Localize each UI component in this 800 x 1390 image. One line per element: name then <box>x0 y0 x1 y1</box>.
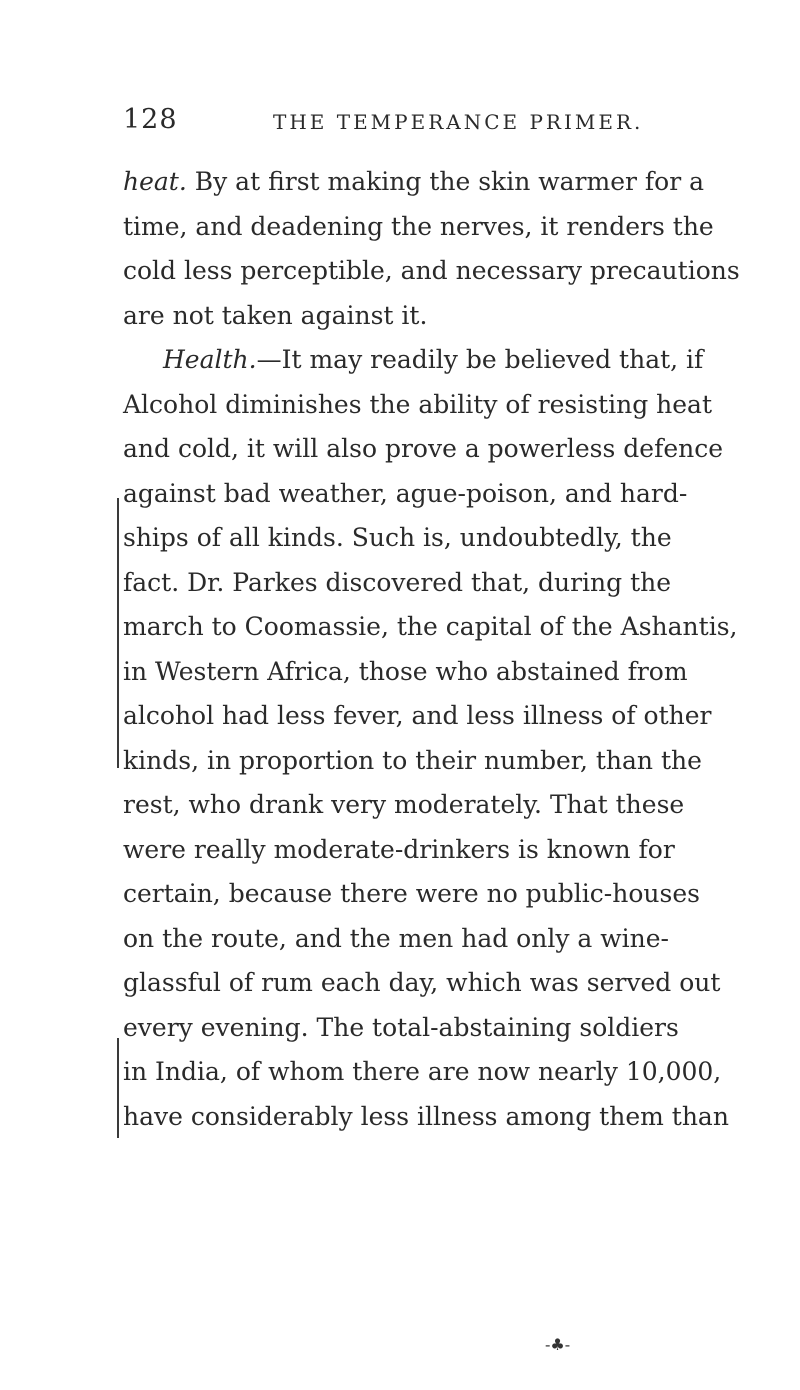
text-line-content: glassful of rum each day, which was served out <box>123 968 721 997</box>
text-line <box>123 694 712 739</box>
running-head: THE TEMPERANCE PRIMER. <box>273 110 644 134</box>
text-line-content: cold less perceptible, and necessary precautions <box>123 256 740 285</box>
text-line <box>123 1050 722 1095</box>
page-number: 128 <box>123 104 178 135</box>
text-line-content: kinds, in proportion to their number, than the <box>123 745 702 775</box>
text-line <box>123 205 714 250</box>
text-line-content: in India, of whom there are now nearly 10,000, <box>123 1057 722 1086</box>
text-line-content: have considerably less illness among them than <box>123 1101 729 1131</box>
text-line-content: on the route, and the men had only a wine- <box>123 923 669 953</box>
body-text <box>123 160 740 1139</box>
text-line-content: march to Coomassie, the capital of the Ashantis, <box>123 612 738 641</box>
text-line-content: and cold, it will also prove a powerless defence <box>123 434 724 463</box>
margin-line-mark <box>117 1038 119 1138</box>
text-line <box>123 427 724 472</box>
text-line <box>123 516 688 561</box>
text-line-content: time, and deadening the nerves, it renders the <box>123 211 714 241</box>
text-line-content: are not taken against it. <box>123 300 428 330</box>
text-line <box>123 249 740 294</box>
text-line <box>123 961 721 1006</box>
text-line <box>123 561 688 606</box>
text-line <box>123 783 688 828</box>
text-line-content: every evening. The total-abstaining soldiers <box>123 1012 679 1042</box>
text-line <box>123 472 688 517</box>
text-line-content: alcohol had less fever, and less illness of other <box>123 701 712 730</box>
text-line-content: certain, because there were no public-houses <box>123 879 700 908</box>
text-line-content: were really moderate-drinkers is known for <box>123 834 675 864</box>
text-line <box>123 650 688 695</box>
text-line <box>123 1006 688 1051</box>
printer-ornament: -♣- <box>545 1335 571 1354</box>
text-line <box>123 828 688 873</box>
text-line-content: Alcohol diminishes the ability of resisting heat <box>123 389 712 419</box>
margin-line-mark <box>117 498 119 768</box>
text-line-content: Health.—It may readily be believed that, if <box>163 345 704 374</box>
text-line <box>123 739 702 784</box>
text-line <box>123 872 700 917</box>
text-line <box>123 605 738 650</box>
text-line <box>123 160 705 205</box>
text-line <box>123 383 712 428</box>
text-line <box>123 294 688 339</box>
text-line-content: in Western Africa, those who abstained from <box>123 656 688 686</box>
text-line <box>123 1095 729 1140</box>
text-line-content: ships of all kinds. Such is, undoubtedly, the <box>123 523 672 552</box>
text-line-content: heat. By at first making the skin warmer for a <box>123 167 705 196</box>
text-line-content: rest, who drank very moderately. That these <box>123 790 685 819</box>
text-line <box>123 917 688 962</box>
page-header <box>123 104 683 144</box>
text-line-content: fact. Dr. Parkes discovered that, during the <box>123 567 672 597</box>
text-line <box>123 338 704 383</box>
text-line-content: against bad weather, ague-poison, and hard- <box>123 478 688 508</box>
